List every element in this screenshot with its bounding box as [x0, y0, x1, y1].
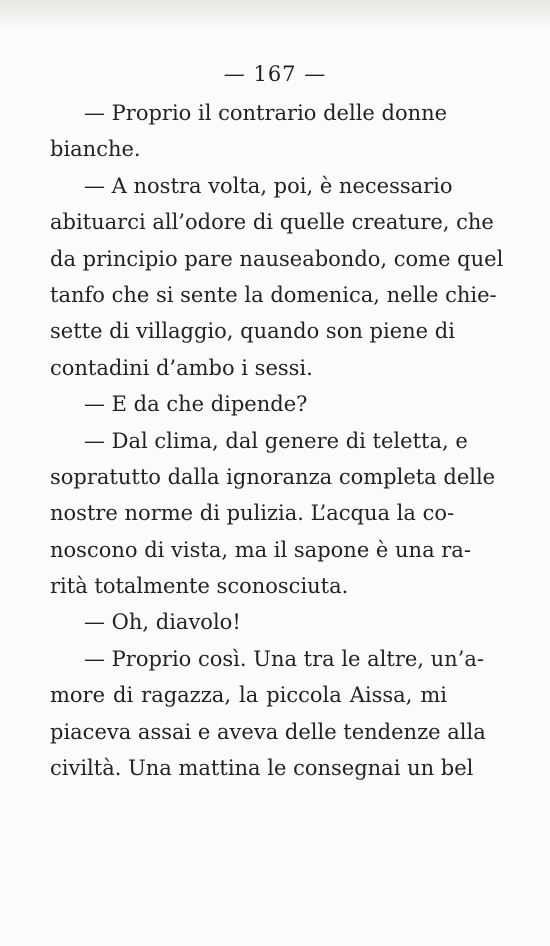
text-line: noscono di vista, ma il sapone è una ra-: [50, 537, 471, 562]
body-text: [50, 95, 504, 786]
text-line: more di ragazza, la piccola Aissa, mi: [50, 683, 447, 708]
page-top-shadow: [0, 0, 550, 30]
text-line: nostre norme di pulizia. L’acqua la co-: [50, 501, 455, 526]
text-line: — A nostra volta, poi, è necessario: [84, 173, 453, 198]
text-line: — Proprio così. Una tra le altre, un’a-: [84, 646, 484, 671]
text-line: — Oh, diavolo!: [84, 610, 241, 635]
text-line: sopratutto dalla ignoranza completa delle: [50, 464, 496, 489]
text-line: civiltà. Una mattina le consegnai un bel: [50, 756, 474, 781]
text-line: piaceva assai e aveva delle tendenze alla: [50, 719, 486, 744]
text-line: da principio pare nauseabondo, come quel: [50, 246, 504, 271]
text-line: — E da che dipende?: [84, 392, 308, 417]
text-line: — Proprio il contrario delle donne: [84, 101, 448, 125]
text-line: sette di villaggio, quando son piene di: [50, 319, 455, 344]
page-number: — 167 —: [223, 62, 327, 86]
text-line: abituarci all’odore di quelle creature, che: [50, 210, 494, 235]
text-line: rità totalmente sconosciuta.: [50, 574, 349, 599]
text-line: bianche.: [50, 137, 141, 162]
text-line: — Dal clima, dal genere di teletta, e: [84, 428, 468, 453]
text-line: tanfo che si sente la domenica, nelle chie-: [50, 282, 497, 307]
text-line: contadini d’ambo i sessi.: [50, 355, 313, 380]
